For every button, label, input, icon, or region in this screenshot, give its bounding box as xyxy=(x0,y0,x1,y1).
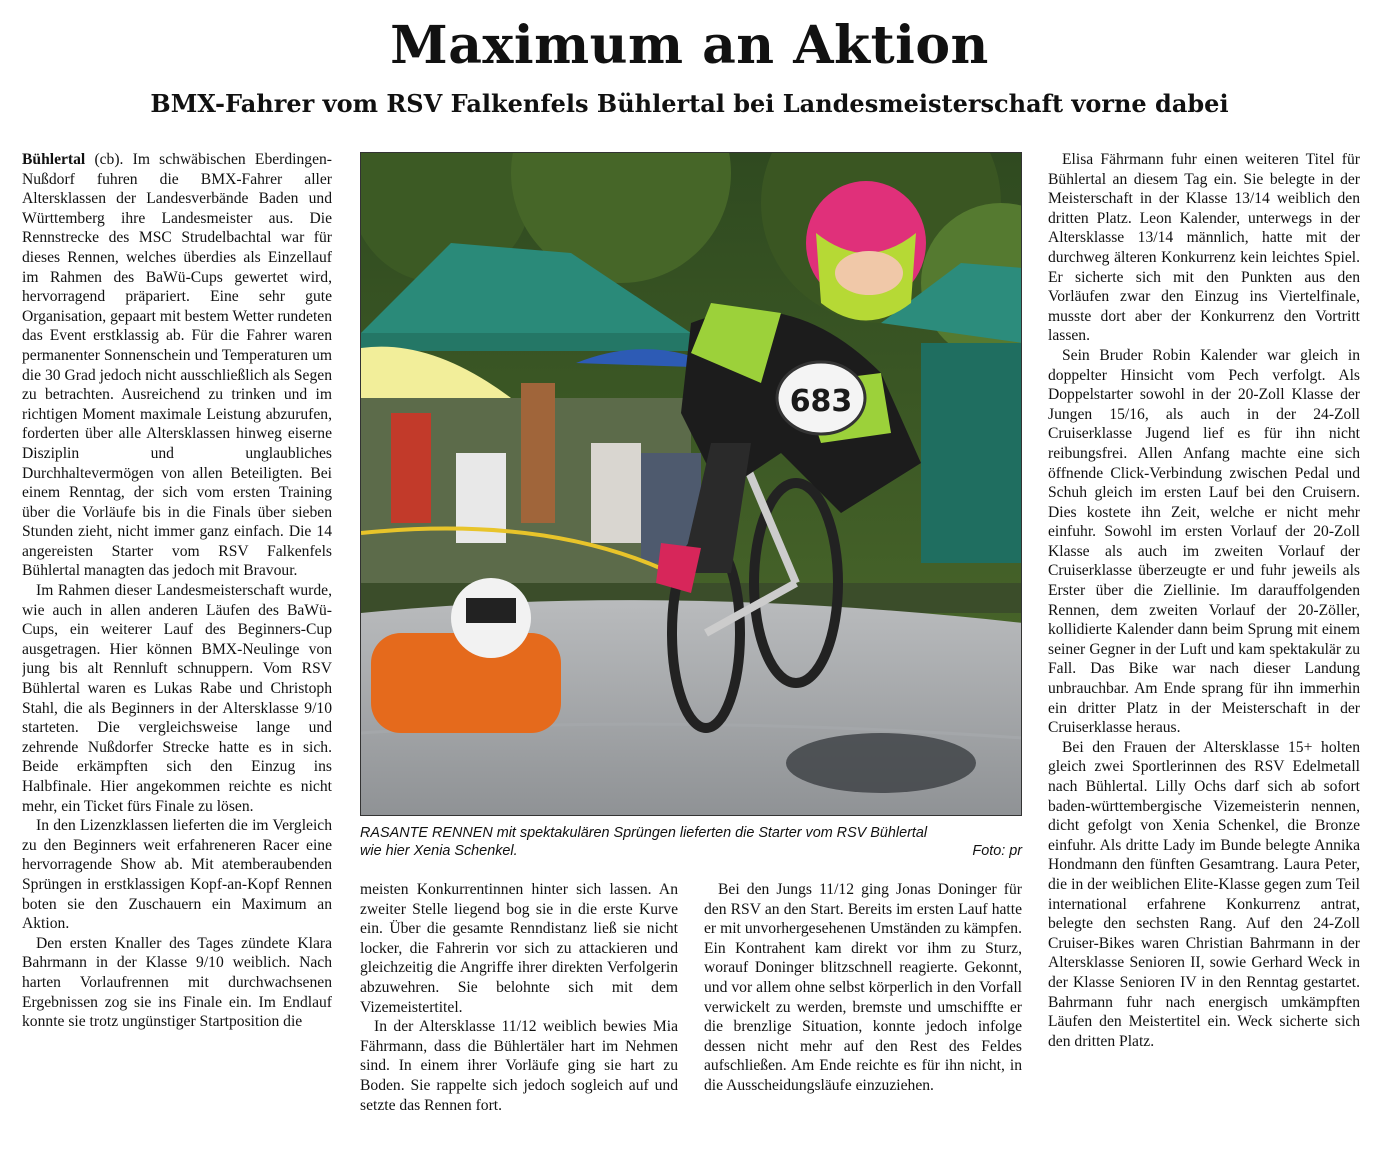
paragraph: In der Altersklasse 11/12 weiblich bewies Mia Fährmann, dass die Bühlertäler hart im Nehmen sind. In einem ihrer Vorläufe ging sie hart zu Boden. Sie rappelte sich jedoch sogleich auf und setzte das Rennen fort. xyxy=(360,1018,678,1114)
photo-credit: Foto: pr xyxy=(972,843,1022,859)
headline: Maximum an Aktion xyxy=(390,15,989,76)
paragraph xyxy=(22,150,332,581)
dateline: Bühlertal xyxy=(22,151,86,168)
article-column-3 xyxy=(704,880,1022,1150)
paragraph: Bei den Jungs 11/12 ging Jonas Doninger für den RSV an den Start. Bereits im ersten Lauf hatte er mit unvorhergesehenen Umständen zu kämpfen. Ein Kontrahent kam direkt vor ihm zu Sturz, worauf Doninger blitzschnell reagierte. Gekonnt, und vor allem ohne selbst körperlich in den Vorfall verwickelt zu werden, bremste und umschiffte er die brenzlige Situation, konnte jedoch infolge dessen nicht mehr auf den Rest des Feldes aufschließen. Am Ende reichte es für ihn nicht, in die Ausscheidungsläufe einzuziehen. xyxy=(704,881,1022,1094)
paragraph-text: (cb). Im schwäbischen Eberdingen-Nußdorf fuhren die BMX-Fahrer aller Altersklassen der Landesverbände Baden und Württemberg ihre Landesmeister aus. Die Rennstrecke des MSC Strudelbachtal war für dieses Rennen, welches überdies als Einzellauf im Rahmen des BaWü-Cups gewertet wird, hervorragend präpariert. Eine sehr gute Organisation, gepaart mit bestem Wetter rundeten das Event erstklassig ab. Für die Fahrer waren permanenter Sonnenschein und Temperaturen um die 30 Grad jedoch nicht ausschließlich als Segen zu betrachten. Ausreichend zu trinken und im richtigen Moment maximale Leistung abzurufen, forderten über alle Altersklassen hinweg eiserne Disziplin und unglaubliches Durchhaltevermögen von allen Beteiligten. Bei einem Renntag, der sich vom ersten Training über die Vorläufe bis in die Finals über sieben Stunden zieht, nicht immer ganz einfach. Die 14 angereisten Starter vom RSV Falkenfels Bühlertal managten das jedoch mit Bravour. xyxy=(22,151,332,580)
article-column-4 xyxy=(1048,150,1360,1150)
paragraph: Sein Bruder Robin Kalender war gleich in doppelter Hinsicht vom Pech verfolgt. Als Doppelstarter sowohl in der 20-Zoll Klasse der Jungen 15/16, als auch in der 24-Zoll Cruiserklasse Jugend lief es für ihn nicht reibungsfrei. Allen Anfang machte eine sich öffnende Click-Verbindung zwischen Pedal und Schuh gleich im ersten Lauf bei den Cruisern. Dies kostete ihn Zeit, welche er nicht mehr einfuhr. Sowohl im ersten Vorlauf der 20-Zoll Klasse als auch im zweiten Vorlauf der Cruiserklasse überzeugte er und fuhr jeweils als Erster über die Ziellinie. Im darauffolgenden Rennen, dem zweiten Vorlauf der 20-Zöller, kollidierte Kalender dann beim Sprung mit einem seiner Gegner in der Luft und kam spektakulär zu Fall. Das Bike war nach dieser Landung unbrauchbar. Am Ende sprang für ihn immerhin ein dritter Platz in der Meisterschaft in der Cruiserklasse heraus. xyxy=(1048,346,1360,737)
caption-line-1: RASANTE RENNEN mit spektakulären Sprüngen lieferten die Starter vom RSV Bühlertal xyxy=(360,825,928,841)
paragraph: Elisa Fährmann fuhr einen weiteren Titel für Bühlertal an diesem Tag ein. Sie belegte in der Meisterschaft in der Klasse 13/14 weiblich den dritten Platz. Leon Kalender, unterwegs in der Altersklasse 13/14 männlich, hatte mit der durchweg älteren Konkurrenz kein leichtes Spiel. Er sicherte sich mit den Punkten aus den Vorläufen zwar den Einzug ins Viertelfinale, musste dort aber der Konkurrenz den Vortritt lassen. xyxy=(1048,151,1360,345)
paragraph: Im Rahmen dieser Landesmeisterschaft wurde, wie auch in allen anderen Läufen des BaWü-Cups, ein weiterer Lauf des Beginners-Cup ausgetragen. Hier können BMX-Neulinge von jung bis alt Rennluft schnuppern. Vom RSV Bühlertal waren es Lukas Rabe und Christoph Stahl, die als Beginners in der Altersklasse 9/10 starteten. Die vergleichsweise lange und zehrende Nußdorfer Strecke hatte es in sich. Beide erkämpften sich den Einzug ins Halbfinale. Hier angekommen reichte es nicht mehr, ein Ticket fürs Finale zu lösen. xyxy=(22,582,332,815)
paragraph: meisten Konkurrentinnen hinter sich lassen. An zweiter Stelle liegend bog sie in die erste Kurve ein. Über die gesamte Renndistanz ließ sie nicht locker, die Fahrerin vor sich zu attackieren und gleichzeitig die Angriffe ihrer direkten Verfolgerin abzuwehren. Sie belohnte sich mit dem Vizemeistertitel. xyxy=(360,881,678,1016)
race-photo xyxy=(360,152,1022,816)
bmx-jump-illustration xyxy=(361,153,1022,816)
article-column-2 xyxy=(360,880,678,1150)
article-column-1 xyxy=(22,150,332,1150)
photo-caption xyxy=(360,824,1022,860)
paragraph: In den Lizenzklassen lieferten die im Vergleich zu den Beginners weit erfahreneren Racer eine hervorragende Show ab. Mit atemberaubenden Sprüngen in erstklassigen Kopf-an-Kopf Rennen boten sie den Zuschauern ein Maximum an Aktion. xyxy=(22,817,332,933)
paragraph: Den ersten Knaller des Tages zündete Klara Bahrmann in der Klasse 9/10 weiblich. Nach harten Vorlaufrennen mit durchwachsenen Ergebnissen zog sie ins Finale ein. Im Endlauf konnte sie trotz ungünstiger Startposition die xyxy=(22,934,332,1031)
subheadline: BMX-Fahrer vom RSV Falkenfels Bühlertal bei Landesmeisterschaft vorne dabei xyxy=(150,89,1229,118)
paragraph: Bei den Frauen der Altersklasse 15+ holten gleich zwei Sportlerinnen des RSV Edelmetall nach Bühlertal. Lilly Ochs darf sich ab sofort baden-württembergische Vizemeisterin nennen, dicht gefolgt von Xenia Schenkel, die Bronze einfuhr. Als dritte Lady im Bunde belegte Annika Hondmann den fünften Gesamtrang. Laura Peter, die in der weiblichen Elite-Klasse gegen zum Teil international erfahrene Konkurrenz antrat, belegte den sechsten Rang. Auf den 24-Zoll Cruiser-Bikes waren Christian Bahrmann in der Altersklasse Senioren II, sowie Gerhard Weck in der Klasse Senioren IV in den Renntag gestartet. Bahrmann fuhr nach energisch umkämpften Läufen den Meistertitel ein. Weck sicherte sich den dritten Platz. xyxy=(1048,738,1360,1050)
number-plate-text: 683 xyxy=(789,384,853,419)
caption-line-2: wie hier Xenia Schenkel. xyxy=(360,843,518,859)
